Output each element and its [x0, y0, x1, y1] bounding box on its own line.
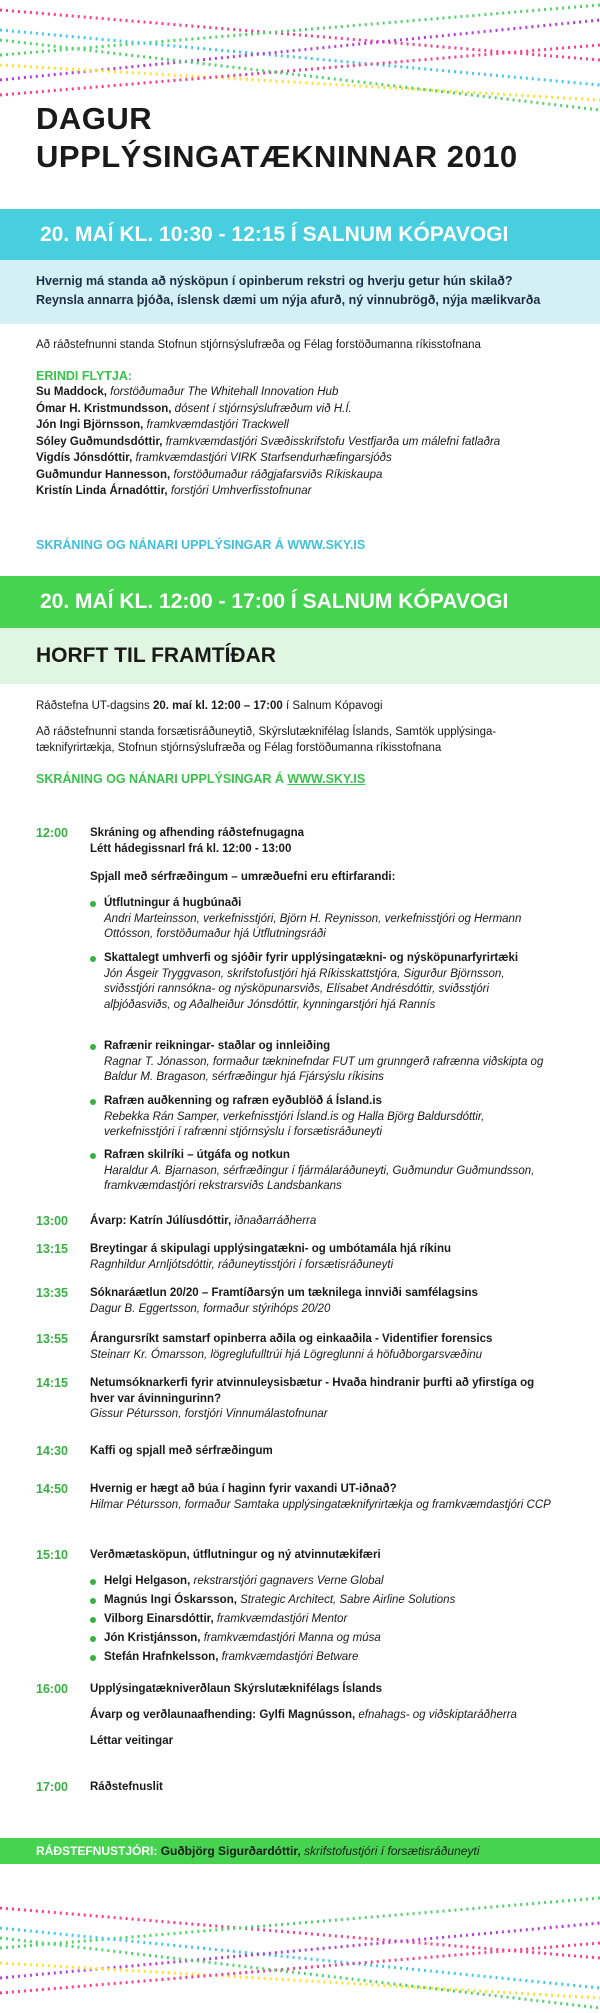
speaker-bullet: Jón Kristjánsson, framkvæmdastjóri Manna og músa	[104, 1631, 554, 1647]
speaker-bullet: Vilborg Einarsdóttir, framkvæmdastjóri Mentor	[104, 1612, 554, 1628]
event1-banner: 20. MAÍ KL. 10:30 - 12:15 Í SALNUM KÓPAVOGI	[0, 209, 600, 261]
footer-role: skrifstofustjóri í forsætisráðuneyti	[304, 1844, 480, 1858]
event2-registration: SKRÁNING OG NÁNARI UPPLÝSINGAR Á WWW.SKY.IS	[36, 772, 366, 786]
topic-item: Rafrænir reikningar- staðlar og innleiðing Ragnar T. Jónasson, formaður tækninefndar FUT um grunngerð rafrænna viðskipta og Baldur M. Bragason, sérfræðingur hjá Fjársýslu ríkisins	[104, 1039, 554, 1086]
speaker-bullet: Helgi Helgason, rekstrarstjóri gagnavers Verne Global	[104, 1574, 554, 1590]
time-label: 13:35	[36, 1286, 68, 1300]
spjall-intro: Spjall með sérfræðingum – umræðuefni eru eftirfarandi:	[90, 871, 396, 883]
speakers-heading: ERINDI FLYTJA:	[36, 369, 133, 383]
event2-heading: HORFT TIL FRAMTÍÐAR	[0, 628, 600, 684]
speaker-item: Vigdís Jónsdóttir, framkvæmdastjóri VIRK Starfsendurhæfingarsjóðs	[36, 452, 392, 464]
row-content: Netumsóknarkerfi fyrir atvinnuleysisbætur - Hvaða hindranir þurfti að yfirstíga og hver var ávinningurinn? Gissur Pétursson, forstjóri Vinnumálastofnunar	[90, 1377, 535, 1420]
title-line-2: UPPLÝSINGATÆKNINNAR 2010	[36, 139, 518, 174]
footer-label: RÁÐSTEFNUSTJÓRI:	[36, 1844, 158, 1858]
event1-registration-link[interactable]: SKRÁNING OG NÁNARI UPPLÝSINGAR Á WWW.SKY.IS	[36, 538, 366, 552]
title-line-1: DAGUR	[36, 101, 153, 136]
decorative-dotted-lines-bottom	[0, 1888, 600, 2013]
event2-banner: 20. MAÍ KL. 12:00 - 17:00 Í SALNUM KÓPAVOGI	[0, 576, 600, 628]
row-content: Upplýsingatækniverðlaun Skýrslutæknifélags Íslands	[90, 1683, 383, 1695]
speaker-bullet: Stefán Hrafnkelsson, framkvæmdastjóri Betware	[104, 1650, 554, 1666]
intro-line-2: Reynsla annarra þjóða, íslensk dæmi um nýja afurð, ný vinnubrögð, nýja mælikvarða	[36, 293, 541, 307]
row-content: Ráðstefnuslit	[90, 1781, 163, 1793]
topic-item: Útflutningur á hugbúnaði Andri Marteinsson, verkefnisstjóri, Björn H. Reynisson, verkefnisstjóri og Hermann Ottósson, forstöðumaður hjá Útflutningsráði	[104, 896, 554, 943]
speaker-item: Jón Ingi Björnsson, framkvæmdastjóri Trackwell	[36, 419, 289, 431]
page-title	[36, 100, 518, 176]
time-label: 12:00	[36, 826, 68, 840]
drinks-line: Léttar veitingar	[90, 1735, 174, 1747]
speaker-item: Guðmundur Hannesson, forstöðumaður ráðgjafarsviðs Ríkiskaupa	[36, 468, 383, 481]
topic-item: Skattalegt umhverfi og sjóðir fyrir upplýsingatækni- og nýsköpunarfyrirtæki Jón Ásgeir Tryggvason, skrifstofustjóri hjá Ríkisskattstjóra, Sigurður Björnsson, sviðsstjóri rannsókna- og nýsköpunarsviðs, Elísabet Andrésdóttir, sviðsstjóri alþjóðasviðs, og Aðalheiður Jónsdóttir, kynningarstjóri hjá Rannís	[104, 951, 554, 1013]
event2-date-line: Ráðstefna UT-dagsins 20. maí kl. 12:00 – 17:00 í Salnum Kópavogi	[36, 700, 383, 712]
event1-intro	[0, 260, 600, 324]
footer-name: Guðbjörg Sigurðardóttir,	[160, 1844, 301, 1858]
row-content: Kaffi og spjall með sérfræðingum	[90, 1445, 273, 1457]
row-content: Skráning og afhending ráðstefnugagna Létt hádegissnarl frá kl. 12:00 - 13:00	[90, 827, 305, 855]
row-content: Sóknaráætlun 20/20 – Framtíðarsýn um tæknilega innviði samfélagsins Dagur B. Eggertsson, formaður stýrihóps 20/20	[90, 1287, 478, 1315]
time-label: 14:30	[36, 1444, 68, 1458]
time-label: 13:55	[36, 1332, 68, 1346]
topic-item: Rafræn skilríki – útgáfa og notkun Haraldur A. Bjarnason, sérfræðingur í fjármálaráðuneyti, Guðmundur Guðmundsson, framkvæmdastjóri rekstrarsviðs Landsbankans	[104, 1148, 554, 1195]
award-line: Ávarp og verðlaunaafhending: Gylfi Magnússon, efnahags- og viðskiptaráðherra	[90, 1709, 517, 1721]
topic-item: Rafræn auðkenning og rafræn eyðublöð á Ísland.is Rebekka Rán Samper, verkefnisstjóri Ísland.is og Halla Björg Baldursdóttir, verkefnisstjóri í rafrænni stjórnsýslu í forsætisráðuneyti	[104, 1094, 554, 1141]
time-label: 13:15	[36, 1242, 68, 1256]
speaker-item: Su Maddock, forstöðumaður The Whitehall Innovation Hub	[36, 386, 339, 398]
event2-hosts: Að ráðstefnunni standa forsætisráðuneytið, Skýrslutæknifélag Íslands, Samtök upplýsinga-tæknifyrirtækja, Stofnun stjórnsýslufræða og Félag forstöðumanna ríkisstofnana	[36, 726, 497, 754]
row-content: Árangursríkt samstarf opinberra aðila og einkaaðila - Videntifier forensics Steinarr Kr. Ómarsson, lögreglufulltrúi hjá Lögreglunni á höfuðborgarsvæðinu	[90, 1333, 493, 1361]
sky-link[interactable]: WWW.SKY.IS	[287, 772, 366, 786]
time-label: 13:00	[36, 1214, 68, 1228]
time-label: 17:00	[36, 1780, 68, 1794]
row-content: Breytingar á skipulagi upplýsingatækni- og umbótamála hjá ríkinu Ragnhildur Arnljótsdóttir, ráðuneytisstjóri í forsætisráðuneyti	[90, 1243, 452, 1271]
event1-hosts: Að ráðstefnunni standa Stofnun stjórnsýslufræða og Félag forstöðumanna ríkisstofnana	[36, 339, 481, 351]
row-content: Ávarp: Katrín Júlíusdóttir, iðnaðarráðherra	[90, 1215, 317, 1227]
speaker-item: Kristín Linda Árnadóttir, forstjóri Umhverfisstofnunar	[36, 485, 312, 497]
time-label: 15:10	[36, 1548, 68, 1562]
event1-speakers	[36, 368, 566, 500]
speaker-item: Sóley Guðmundsdóttir, framkvæmdastjóri Svæðisskrifstofu Vestfjarða um málefni fatlaðra	[36, 435, 501, 448]
time-label: 16:00	[36, 1682, 68, 1696]
row-content: Verðmætasköpun, útflutningur og ný atvinnutækifæri	[90, 1549, 381, 1561]
speaker-bullet: Magnús Ingi Óskarsson, Strategic Architect, Sabre Airline Solutions	[104, 1593, 554, 1609]
intro-line-1: Hvernig má standa að nýsköpun í opinberum rekstri og hverju getur hún skilað?	[36, 274, 513, 288]
row-content: Hvernig er hægt að búa í haginn fyrir vaxandi UT-iðnað? Hilmar Pétursson, formaður Samtaka upplýsingatæknifyrirtækja og framkvæmdastjóri CCP	[90, 1483, 551, 1511]
speaker-item: Ómar H. Kristmundsson, dósent í stjórnsýslufræðum við H.Í.	[36, 402, 352, 415]
time-label: 14:15	[36, 1376, 68, 1390]
time-label: 14:50	[36, 1482, 68, 1496]
conference-director-bar	[0, 1838, 600, 1864]
